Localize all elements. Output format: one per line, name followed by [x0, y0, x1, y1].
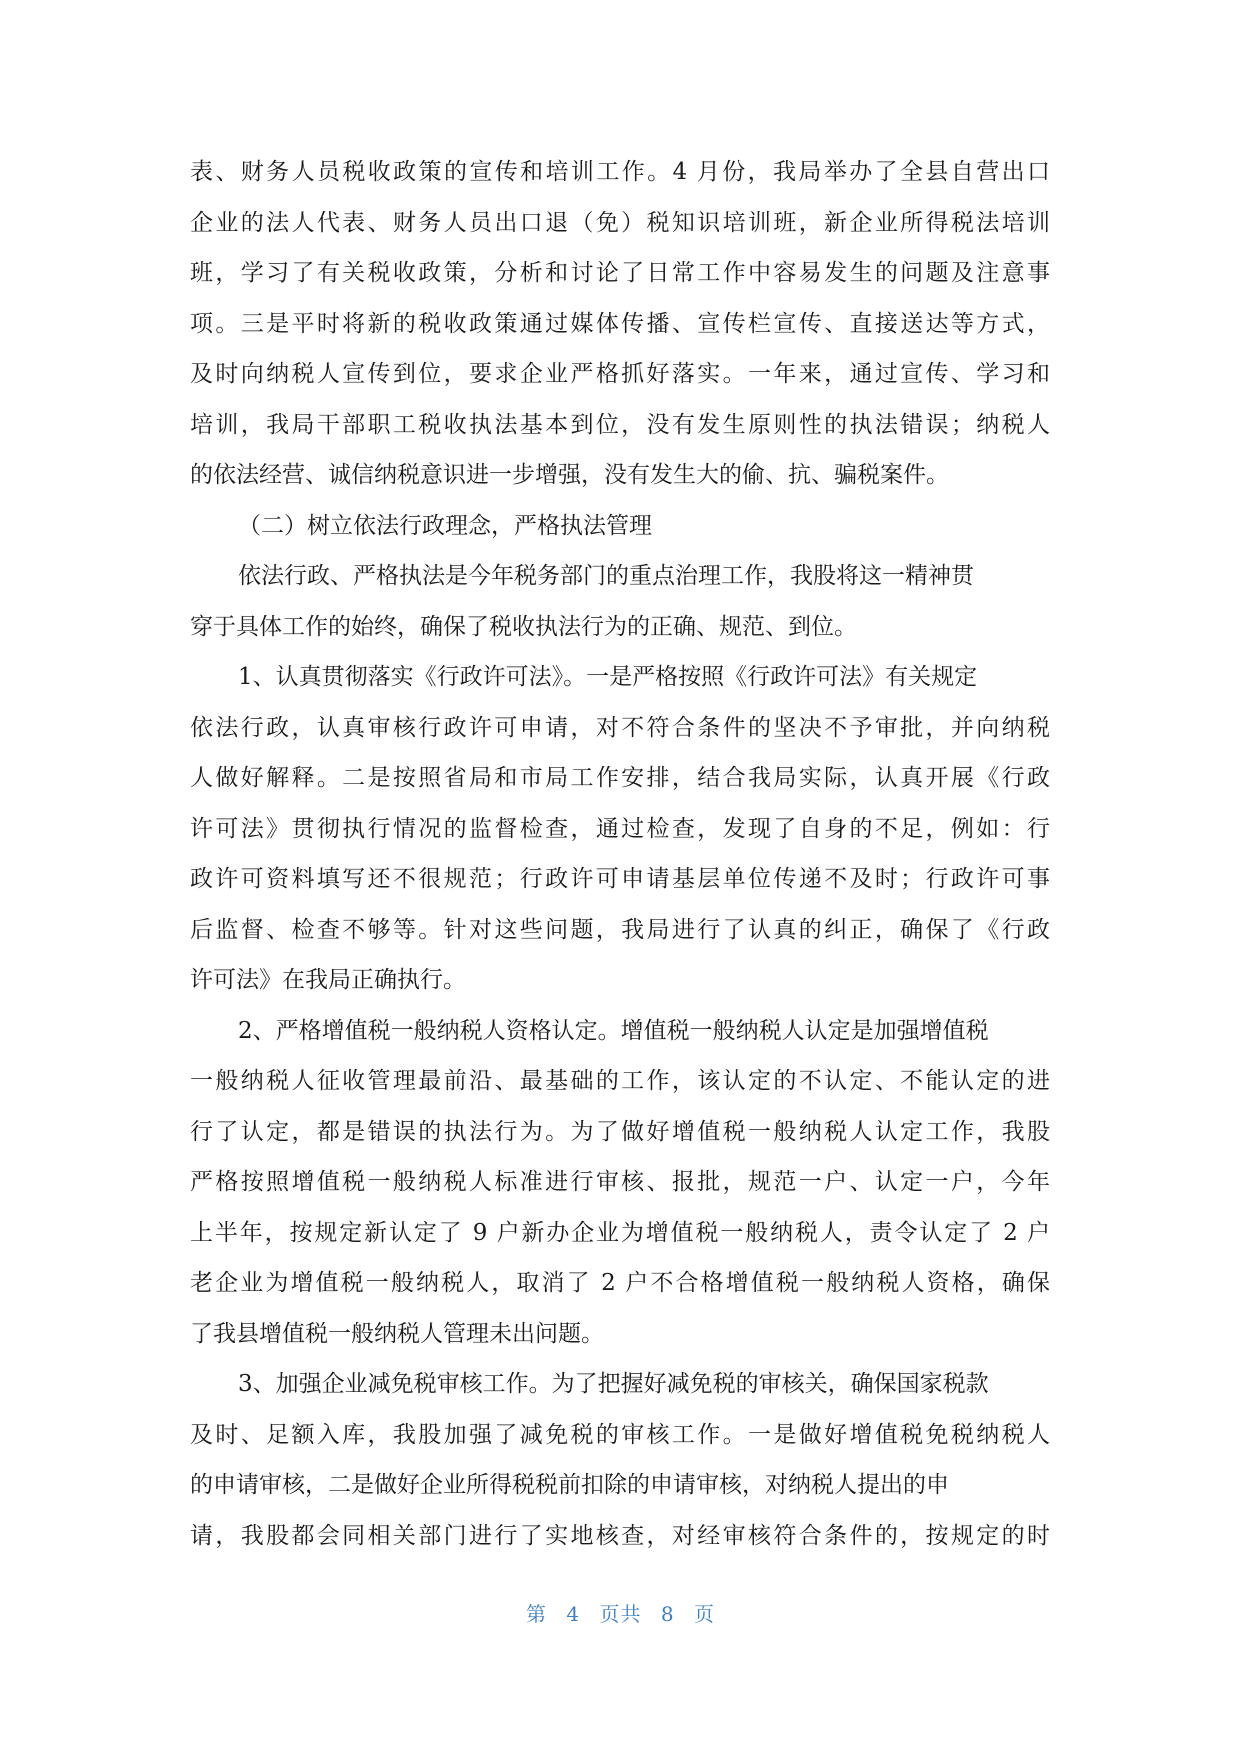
- footer-page-number: 4: [566, 1602, 581, 1626]
- text-line: 许可法》贯彻执行情况的监督检查，通过检查，发现了自身的不足，例如：行: [190, 815, 1050, 842]
- text-line: 2、严格增值税一般纳税人资格认定。增值税一般纳税人认定是加强增值税: [238, 1017, 989, 1044]
- text-line: 人做好解释。二是按照省局和市局工作安排，结合我局实际，认真开展《行政: [190, 765, 1050, 791]
- footer-page-word: 第: [526, 1602, 548, 1626]
- text-line: 及时向纳税人宣传到位，要求企业严格抓好落实。一年来，通过宣传、学习和: [190, 361, 1050, 387]
- text-line: 项。三是平时将新的税收政策通过媒体传播、宣传栏宣传、直接送达等方式，: [190, 310, 1050, 337]
- text-line: 及时、足额入库，我股加强了减免税的审核工作。一是做好增值税免税纳税人: [190, 1421, 1050, 1448]
- text-line: 依法行政、严格执法是今年税务部门的重点治理工作，我股将这一精神贯: [238, 563, 974, 589]
- text-line: 企业的法人代表、财务人员出口退（免）税知识培训班，新企业所得税法培训: [190, 209, 1050, 236]
- text-line: 班，学习了有关税收政策，分析和讨论了日常工作中容易发生的问题及注意事: [190, 260, 1050, 286]
- footer-total-pages: 8: [660, 1602, 675, 1626]
- text-line: 一般纳税人征收管理最前沿、最基础的工作，该认定的不认定、不能认定的进: [190, 1068, 1050, 1094]
- page-footer: [0, 1598, 1241, 1627]
- text-line: 政许可资料填写还不很规范；行政许可申请基层单位传递不及时；行政许可事: [190, 866, 1050, 892]
- text-line: 依法行政，认真审核行政许可申请，对不符合条件的坚决不予审批，并向纳税: [190, 714, 1050, 741]
- text-line: 的依法经营、诚信纳税意识进一步增强，没有发生大的偷、抗、骗税案件。: [190, 462, 949, 488]
- text-line: 3、加强企业减免税审核工作。为了把握好减免税的审核关，确保国家税款: [238, 1371, 989, 1397]
- text-line: 培训，我局干部职工税收执法基本到位，没有发生原则性的执法错误；纳税人: [190, 411, 1050, 438]
- text-line: 请，我股都会同相关部门进行了实地核查，对经审核符合条件的，按规定的时: [190, 1522, 1050, 1549]
- text-line: 穿于具体工作的始终，确保了税收执法行为的正确、规范、到位。: [190, 613, 857, 640]
- text-line: 上半年，按规定新认定了 9 户新办企业为增值税一般纳税人，责令认定了 2 户: [190, 1219, 1050, 1246]
- text-line: （二）树立依法行政理念，严格执法管理: [238, 512, 652, 539]
- text-line: 老企业为增值税一般纳税人，取消了 2 户不合格增值税一般纳税人资格，确保: [190, 1270, 1050, 1296]
- text-line: 了我县增值税一般纳税人管理未出问题。: [190, 1320, 604, 1347]
- footer-page-suffix: 页: [693, 1602, 715, 1626]
- footer-page-of: 页共: [599, 1602, 642, 1626]
- text-line: 行了认定，都是错误的执法行为。为了做好增值税一般纳税人认定工作，我股: [190, 1118, 1050, 1145]
- text-line: 许可法》在我局正确执行。: [190, 967, 466, 993]
- text-line: 表、财务人员税收政策的宣传和培训工作。4 月份，我局举办了全县自营出口: [190, 159, 1050, 185]
- text-line: 后监督、检查不够等。针对这些问题，我局进行了认真的纠正，确保了《行政: [190, 916, 1050, 943]
- text-line: 严格按照增值税一般纳税人标准进行审核、报批，规范一户、认定一户，今年: [190, 1169, 1050, 1195]
- text-line: 的申请审核，二是做好企业所得税税前扣除的申请审核，对纳税人提出的申: [190, 1472, 949, 1498]
- text-line: 1、认真贯彻落实《行政许可法》。一是严格按照《行政许可法》有关规定: [238, 664, 978, 690]
